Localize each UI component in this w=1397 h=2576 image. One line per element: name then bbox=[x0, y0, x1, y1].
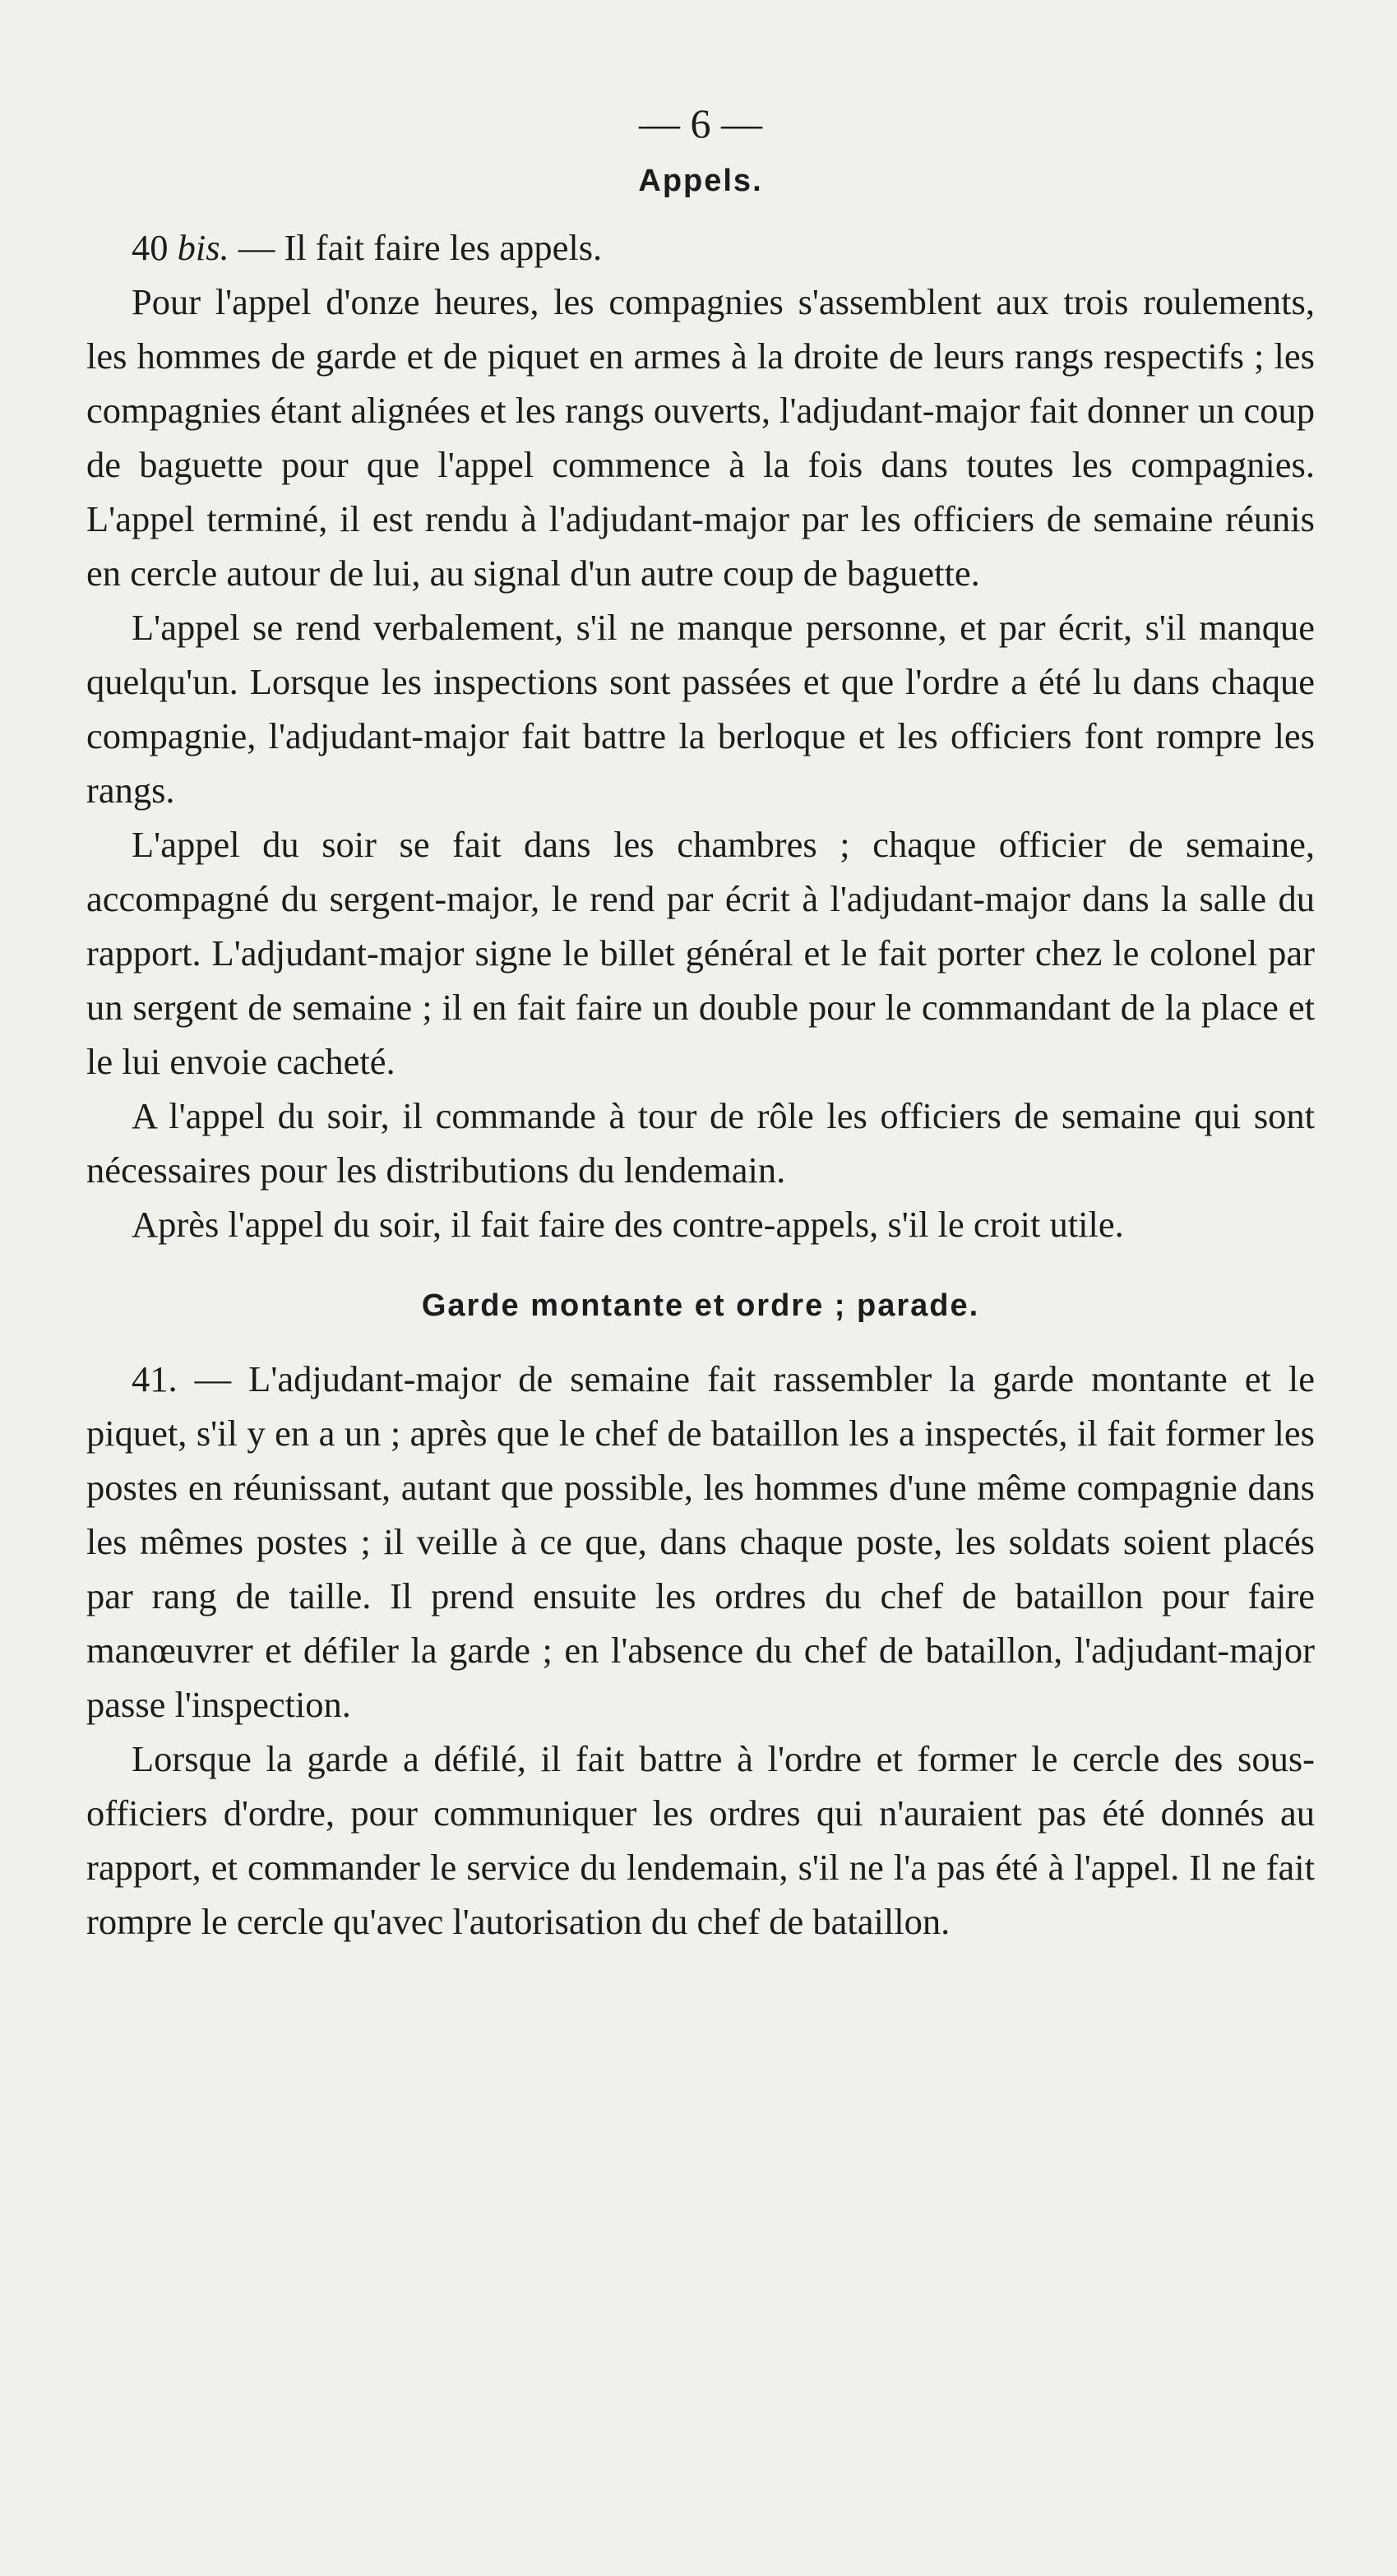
paragraph bbox=[86, 220, 1315, 275]
page-number: — 6 — bbox=[639, 100, 762, 146]
paragraph: Lorsque la garde a défilé, il fait battre à l'ordre et former le cercle des sous-officiers d'ordre, pour communiquer les ordres qui n'auraient pas été donnés au rapport, et commander le service du lendemain, s'il ne l'a pas été à l'appel. Il ne fait rompre le cercle qu'avec l'autorisation du chef de bataillon. bbox=[86, 1738, 1315, 1942]
article-number: 40 bbox=[132, 227, 169, 268]
section-appels bbox=[86, 160, 1315, 1251]
section-garde-montante bbox=[86, 1284, 1315, 1949]
paragraph: L'appel se rend verbalement, s'il ne manque personne, et par écrit, s'il manque quelqu'un. Lorsque les inspections sont passées et que l'ordre a été lu dans chaque compagnie, l'adjudant-major fait battre la berloque et les officiers font rompre les rangs. bbox=[86, 607, 1315, 811]
section-title: Garde montante et ordre ; parade. bbox=[421, 1288, 980, 1323]
paragraph: L'appel du soir se fait dans les chambres ; chaque officier de semaine, accompagné du sergent-major, le rend par écrit à l'adjudant-major dans la salle du rapport. L'adjudant-major signe le billet général et le fait porter chez le colonel par un sergent de semaine ; il en fait faire un double pour le commandant de la place et le lui envoie cacheté. bbox=[86, 824, 1315, 1082]
section-title: Appels. bbox=[638, 164, 763, 198]
article-suffix: bis. bbox=[177, 227, 229, 268]
paragraph-text: — L'adjudant-major de semaine fait rassembler la garde montante et le piquet, s'il y en a un ; après que le chef de bataillon les a inspectés, il fait former les postes en réunissant, autant que possible, les hommes d'une même compagnie dans les mêmes postes ; il veille à ce que, dans chaque poste, les soldats soient placés par rang de taille. Il prend ensuite les ordres du chef de bataillon pour faire manœuvrer et défiler la garde ; en l'absence du chef de bataillon, l'adjudant-major passe l'inspection. bbox=[86, 1358, 1315, 1725]
paragraph: Après l'appel du soir, il fait faire des contre-appels, s'il le croit utile. bbox=[132, 1204, 1124, 1245]
paragraph-text: — Il fait faire les appels. bbox=[229, 227, 603, 268]
paragraph: A l'appel du soir, il commande à tour de rôle les officiers de semaine qui sont nécessaires pour les distributions du lendemain. bbox=[86, 1095, 1315, 1191]
paragraph bbox=[86, 1352, 1315, 1732]
paragraph: Pour l'appel d'onze heures, les compagnies s'assemblent aux trois roulements, les hommes de garde et de piquet en armes à la droite de leurs rangs respectifs ; les compagnies étant alignées et les rangs ouverts, l'adjudant-major fait donner un coup de baguette pour que l'appel commence à la fois dans toutes les compagnies. L'appel terminé, il est rendu à l'adjudant-major par les officiers de semaine réunis en cercle autour de lui, au signal d'un autre coup de baguette. bbox=[86, 281, 1315, 594]
article-number: 41. bbox=[132, 1358, 178, 1399]
